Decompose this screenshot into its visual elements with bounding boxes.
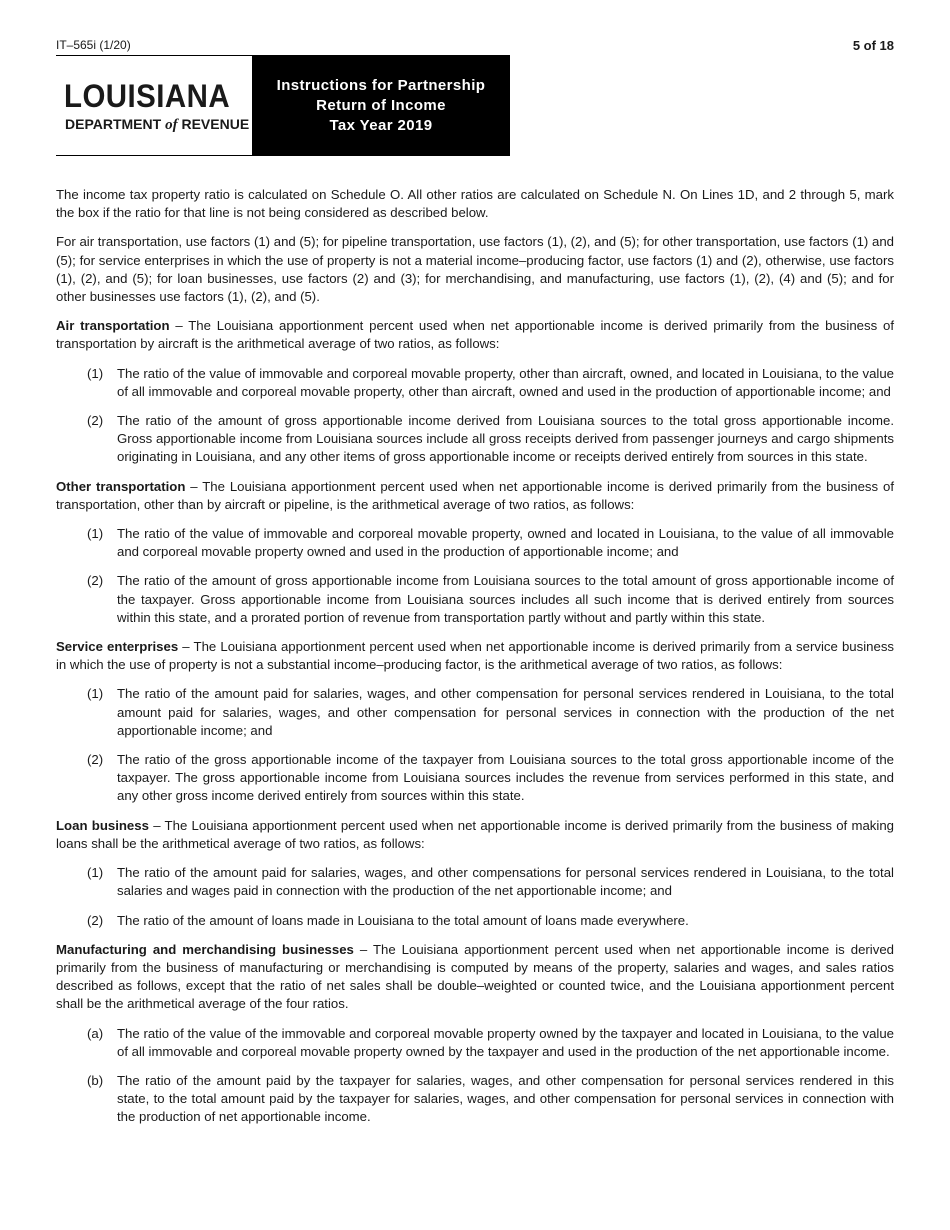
- list-item: (2) The ratio of the amount of gross apportionable income derived from Louisiana sources to the total gross apportionable income. Gross apportionable income from Louisiana sources include all gross receipts derived from passenger journeys and cargo shipments originating in Louisiana, and any other items of gross apportionable income or receipts derived entirely from sources in this state.: [87, 413, 894, 465]
- title-line-2: Return of Income: [316, 96, 446, 114]
- document-title: [252, 55, 510, 156]
- form-id: IT–565i (1/20): [56, 38, 131, 52]
- section-paragraph: Other transportation – The Louisiana apportionment percent used when net apportionable income is derived primarily from the business of transportation, other than by aircraft or pipeline, is the arithmetical average of two ratios, as follows:: [56, 478, 894, 512]
- list-item: (2) The ratio of the amount of gross apportionable income from Louisiana sources to the total amount of gross apportionable income of the taxpayer. Gross apportionable income from Louisiana sources includes all such income that is derived entirely from sources within this state, and a prorated portion of revenue from transportation partly without and partly within this state.: [87, 573, 894, 625]
- list-item: (b) The ratio of the amount paid by the taxpayer for salaries, wages, and other compensation for personal services rendered in this state, to the total amount paid by the taxpayer for salaries, wages, and other compensation for personal services in connection with the production of net apportionable income.: [87, 1072, 894, 1125]
- page-header-line: [56, 38, 894, 54]
- louisiana-revenue-logo: [56, 55, 252, 156]
- section-paragraph: Service enterprises – The Louisiana apportionment percent used when net apportionable income is derived primarily from a service business in which the use of property is not a substantial income–producing factor, is the arithmetical average of two ratios, as follows:: [56, 639, 895, 673]
- list-item: (1) The ratio of the value of immovable and corporeal movable property, owned and located in Louisiana, to the value of all immovable and corporeal movable property owned and used in the production of apportionable income; and: [87, 526, 894, 560]
- title-line-1: Instructions for Partnership: [276, 76, 486, 94]
- section-heading: Other transportation: [56, 478, 186, 494]
- logo-department: DEPARTMENT of REVENUE: [65, 116, 250, 133]
- section-heading: Manufacturing and merchandising businesses: [56, 941, 354, 957]
- section-heading: Service enterprises: [56, 639, 179, 655]
- section-paragraph: Manufacturing and merchandising businesses – The Louisiana apportionment percent used when net apportionable income is derived primarily from the business of manufacturing or merchandising is computed by means of the property, salaries and wages, and sales ratios described as follows, except that the ratio of net sales shall be double–weighted or counted twice, and the Louisiana apportionment percent shall be the arithmetical average of the four ratios.: [56, 941, 894, 1012]
- list-item: (1) The ratio of the amount paid for salaries, wages, and other compensations for personal services rendered in Louisiana, to the total salaries and wages paid in connection with the production of the net apportionable income; and: [87, 865, 894, 899]
- section-heading: Air transportation: [56, 318, 170, 334]
- logo-wordmark: LOUISIANA: [64, 78, 231, 114]
- section-heading: Loan business: [56, 817, 149, 833]
- list-item: (1) The ratio of the amount paid for salaries, wages, and other compensation for personal services rendered in Louisiana, to the total amount paid for salaries, wages, and other compensation for personal services in connection with the production of the net apportionable income; and: [87, 686, 894, 738]
- list-item: (1) The ratio of the value of immovable and corporeal movable property, other than aircraft, owned, and located in Louisiana, to the value of all immovable and corporeal movable property, other than aircraft, owned and used in the production of apportionable income; and: [87, 365, 894, 399]
- document-body: [56, 186, 894, 1138]
- document-header: [56, 55, 510, 156]
- list-item: (2) The ratio of the gross apportionable income of the taxpayer from Louisiana sources to the total gross apportionable income of the taxpayer. The gross apportionable income from Louisiana sources includes the revenue from services performed in this state, and any other gross income derived entirely from sources within this state.: [87, 752, 894, 804]
- page-number: 5 of 18: [852, 38, 894, 53]
- list-item: (a) The ratio of the value of the immovable and corporeal movable property owned by the taxpayer and located in Louisiana, to the value of all immovable and corporeal movable property owned by the taxpayer and used in the production of the net apportionable income.: [87, 1025, 894, 1059]
- intro-paragraph: For air transportation, use factors (1) and (5); for pipeline transportation, use factors (1), (2), and (5); for other transportation, use factors (1) and (5); for service enterprises in which the use of property is not a material income–producing factor, use factors (1) and (2), otherwise, use factors (1), (2), and (5); for loan businesses, use factors (2) and (3); for merchandising, and manufacturing, use factors (1), (2), (4) and (5); and for other businesses use factors (1), (2), and (5).: [56, 234, 894, 305]
- title-line-3: Tax Year 2019: [329, 116, 433, 134]
- section-paragraph: Air transportation – The Louisiana apportionment percent used when net apportionable income is derived primarily from the business of transportation by aircraft is the arithmetical average of two ratios, as follows:: [56, 318, 894, 352]
- section-paragraph: Loan business – The Louisiana apportionment percent used when net apportionable income is derived primarily from the business of making loans shall be the arithmetical average of two ratios, as follows:: [56, 817, 894, 851]
- list-item: (2) The ratio of the amount of loans made in Louisiana to the total amount of loans made everywhere.: [87, 912, 689, 928]
- intro-paragraph: The income tax property ratio is calculated on Schedule O. All other ratios are calculated on Schedule N. On Lines 1D, and 2 through 5, mark the box if the ratio for that line is not being considered as described below.: [56, 187, 894, 221]
